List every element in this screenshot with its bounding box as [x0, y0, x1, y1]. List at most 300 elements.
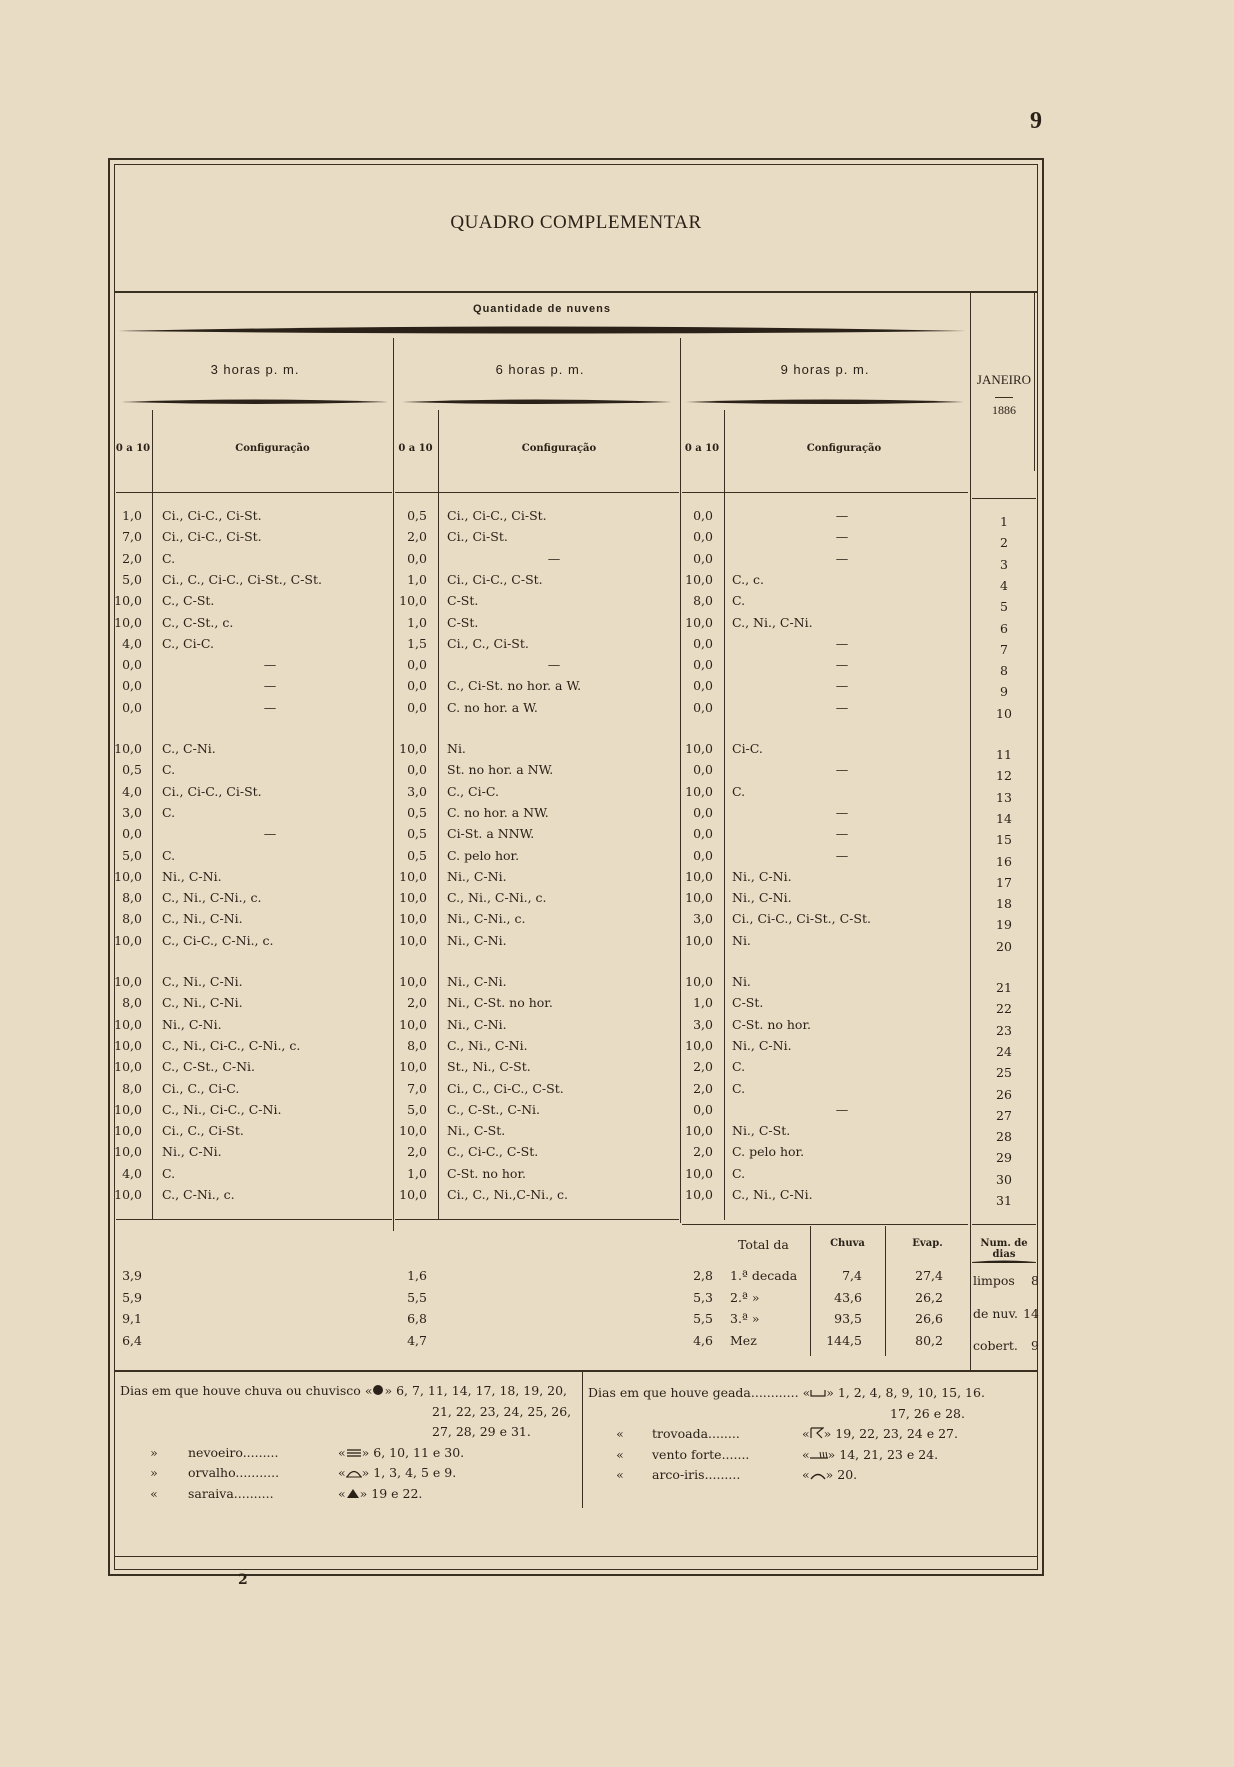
days-value-2: 9	[1031, 1338, 1039, 1353]
summary-top-rule-d	[972, 1224, 1036, 1225]
legend-days: » 19 e 22.	[359, 1486, 423, 1501]
row-30-ac: C.	[162, 1166, 176, 1181]
row-22-ac: C., Ni., C-Ni.	[162, 995, 243, 1010]
row-20-ac: C., Ci-C., C-Ni., c.	[162, 933, 274, 948]
row-20-c: 10,0	[685, 933, 713, 948]
row-13-b: 3,0	[407, 784, 427, 799]
row-2-b: 2,0	[407, 529, 427, 544]
row-3-c: 0,0	[693, 551, 713, 566]
row-31-bc: Ci., C., Ni.,C-Ni., c.	[447, 1187, 569, 1202]
row-15-b: 0,5	[407, 826, 427, 841]
row-22-a: 8,0	[122, 995, 142, 1010]
legend-days: » 20.	[825, 1467, 858, 1482]
summary-3-a: 6,4	[122, 1333, 142, 1348]
row-5-b: 10,0	[399, 593, 427, 608]
row-18-ac: C., Ni., C-Ni., c.	[162, 890, 262, 905]
row-18-b: 10,0	[399, 890, 427, 905]
row-28-b: 10,0	[399, 1123, 427, 1138]
legend-days: » 14, 21, 23 e 24.	[827, 1447, 939, 1462]
row-25-cc: C.	[732, 1059, 746, 1074]
row-27-ac: C., Ni., Ci-C., C-Ni.	[162, 1102, 282, 1117]
row-day-12: 12	[996, 768, 1012, 783]
row-31-a: 10,0	[114, 1187, 142, 1202]
summary-0-chuva: 7,4	[842, 1268, 862, 1283]
wind-icon	[810, 1448, 828, 1463]
row-30-cc: C.	[732, 1166, 746, 1181]
legend-cont: 17, 26 e 28.	[890, 1406, 965, 1421]
row-15-ac: —	[263, 826, 277, 841]
summary-top-rule-c	[682, 1224, 968, 1225]
row-10-ac: —	[263, 700, 277, 715]
legend-mark: «	[802, 1426, 810, 1441]
rain-icon	[372, 1384, 384, 1399]
row-day-25: 25	[996, 1065, 1012, 1080]
section-swash	[118, 322, 966, 340]
row-31-b: 10,0	[399, 1187, 427, 1202]
row-28-ac: Ci., C., Ci-St.	[162, 1123, 244, 1138]
row-6-ac: C., C-St., c.	[162, 615, 234, 630]
row-10-bc: C. no hor. a W.	[447, 700, 538, 715]
row-12-cc: —	[835, 762, 849, 777]
legend-cont: 27, 28, 29 e 31.	[432, 1424, 531, 1439]
section-title: Quantidade de nuvens	[473, 303, 611, 315]
legend-left-0	[120, 1383, 567, 1399]
legend-left-5	[120, 1486, 422, 1502]
row-4-a: 5,0	[122, 572, 142, 587]
row-19-b: 10,0	[399, 911, 427, 926]
row-5-a: 10,0	[114, 593, 142, 608]
row-20-bc: Ni., C-Ni.	[447, 933, 507, 948]
row-day-27: 27	[996, 1108, 1012, 1123]
row-21-bc: Ni., C-Ni.	[447, 974, 507, 989]
row-26-cc: C.	[732, 1081, 746, 1096]
row-25-bc: St., Ni., C-St.	[447, 1059, 531, 1074]
legend-right-3	[588, 1447, 938, 1463]
summary-1-label: 2.ª »	[730, 1290, 760, 1305]
row-5-ac: C., C-St.	[162, 593, 215, 608]
row-17-c: 10,0	[685, 869, 713, 884]
row-2-ac: Ci., Ci-C., Ci-St.	[162, 529, 262, 544]
legend-mark: «	[338, 1445, 346, 1460]
row-day-29: 29	[996, 1150, 1012, 1165]
row-17-ac: Ni., C-Ni.	[162, 869, 222, 884]
row-28-cc: Ni., C-St.	[732, 1123, 791, 1138]
title-bottom-rule	[114, 291, 1038, 293]
row-22-bc: Ni., C-St. no hor.	[447, 995, 553, 1010]
legend-mark: «	[802, 1467, 810, 1482]
row-27-c: 0,0	[693, 1102, 713, 1117]
month-label: JANEIRO	[976, 372, 1032, 387]
summary-1-chuva: 43,6	[834, 1290, 862, 1305]
row-day-8: 8	[1000, 663, 1008, 678]
summary-0-a: 3,9	[122, 1268, 142, 1283]
row-29-ac: Ni., C-Ni.	[162, 1144, 222, 1159]
row-9-bc: C., Ci-St. no hor. a W.	[447, 678, 582, 693]
row-day-22: 22	[996, 1001, 1012, 1016]
legend-name: vento forte.......	[652, 1447, 750, 1462]
row-31-cc: C., Ni., C-Ni.	[732, 1187, 813, 1202]
row-17-a: 10,0	[114, 869, 142, 884]
legend-days: » 1, 2, 4, 8, 9, 10, 15, 16.	[826, 1385, 985, 1400]
row-25-c: 2,0	[693, 1059, 713, 1074]
row-day-19: 19	[996, 917, 1012, 932]
summary-swash	[972, 1258, 1036, 1266]
fog-icon	[346, 1446, 362, 1461]
frame-bottom-rule	[114, 1556, 1038, 1557]
row-20-cc: Ni.	[732, 933, 751, 948]
row-15-bc: Ci-St. a NNW.	[447, 826, 535, 841]
row-6-c: 10,0	[685, 615, 713, 630]
row-5-bc: C-St.	[447, 593, 479, 608]
rainbow-icon	[810, 1468, 826, 1483]
row-13-ac: Ci., Ci-C., Ci-St.	[162, 784, 262, 799]
row-9-c: 0,0	[693, 678, 713, 693]
row-day-1: 1	[1000, 514, 1008, 529]
row-6-cc: C., Ni., C-Ni.	[732, 615, 813, 630]
row-19-bc: Ni., C-Ni., c.	[447, 911, 526, 926]
row-16-b: 0,5	[407, 848, 427, 863]
month-column-rule	[970, 291, 971, 1371]
summary-0-evap: 27,4	[915, 1268, 943, 1283]
row-14-cc: —	[835, 805, 849, 820]
row-16-ac: C.	[162, 848, 176, 863]
summary-header-total: Total da	[738, 1237, 789, 1252]
summary-3-c: 4,6	[693, 1333, 713, 1348]
row-14-bc: C. no hor. a NW.	[447, 805, 549, 820]
row-3-bc: —	[547, 551, 561, 566]
legend-mark: «	[338, 1465, 346, 1480]
row-day-10: 10	[996, 706, 1012, 721]
row-14-ac: C.	[162, 805, 176, 820]
row-10-a: 0,0	[122, 700, 142, 715]
row-1-bc: Ci., Ci-C., Ci-St.	[447, 508, 547, 523]
row-12-ac: C.	[162, 762, 176, 777]
group-9pm: 9 horas p. m.	[780, 362, 870, 377]
row-18-bc: C., Ni., C-Ni., c.	[447, 890, 547, 905]
col-scale-a: 0 a 10	[115, 443, 151, 454]
row-18-c: 10,0	[685, 890, 713, 905]
row-19-ac: C., Ni., C-Ni.	[162, 911, 243, 926]
row-12-a: 0,5	[122, 762, 142, 777]
row-19-cc: Ci., Ci-C., Ci-St., C-St.	[732, 911, 871, 926]
row-day-31: 31	[996, 1193, 1012, 1208]
row-19-a: 8,0	[122, 911, 142, 926]
row-11-c: 10,0	[685, 741, 713, 756]
row-day-3: 3	[1000, 557, 1008, 572]
legend-name: trovoada........	[652, 1426, 740, 1441]
row-16-bc: C. pelo hor.	[447, 848, 520, 863]
legend-prefix: «	[616, 1447, 624, 1462]
row-27-bc: C., C-St., C-Ni.	[447, 1102, 541, 1117]
row-16-cc: —	[835, 848, 849, 863]
subcol-rule-b	[438, 410, 439, 1220]
legend-prefix: «	[616, 1426, 624, 1441]
col-config-c: Configuração	[806, 443, 882, 454]
row-27-a: 10,0	[114, 1102, 142, 1117]
row-21-cc: Ni.	[732, 974, 751, 989]
row-17-cc: Ni., C-Ni.	[732, 869, 792, 884]
row-2-c: 0,0	[693, 529, 713, 544]
row-25-ac: C., C-St., C-Ni.	[162, 1059, 256, 1074]
row-11-a: 10,0	[114, 741, 142, 756]
row-28-bc: Ni., C-St.	[447, 1123, 506, 1138]
summary-1-evap: 26,2	[915, 1290, 943, 1305]
summary-3-chuva: 144,5	[826, 1333, 862, 1348]
row-20-a: 10,0	[114, 933, 142, 948]
row-13-bc: C., Ci-C.	[447, 784, 499, 799]
summary-header-chuva: Chuva	[830, 1238, 865, 1249]
row-day-28: 28	[996, 1129, 1012, 1144]
row-23-c: 3,0	[693, 1017, 713, 1032]
legend-right-4	[588, 1467, 857, 1483]
legend-left-2	[432, 1424, 531, 1439]
summary-2-evap: 26,6	[915, 1311, 943, 1326]
legend-prefix: »	[150, 1465, 158, 1480]
summary-0-c: 2,8	[693, 1268, 713, 1283]
summary-2-label: 3.ª »	[730, 1311, 760, 1326]
row-31-ac: C., C-Ni., c.	[162, 1187, 235, 1202]
row-23-b: 10,0	[399, 1017, 427, 1032]
summary-1-b: 5,5	[407, 1290, 427, 1305]
row-26-a: 8,0	[122, 1081, 142, 1096]
days-value-0: 8	[1031, 1273, 1039, 1288]
row-day-20: 20	[996, 939, 1012, 954]
summary-header-evap: Evap.	[912, 1238, 943, 1249]
row-26-b: 7,0	[407, 1081, 427, 1096]
row-6-b: 1,0	[407, 615, 427, 630]
legend-right-1	[890, 1406, 965, 1421]
row-21-a: 10,0	[114, 974, 142, 989]
thunder-icon	[810, 1427, 824, 1442]
legend-top-rule	[114, 1370, 1038, 1372]
legend-cont: 21, 22, 23, 24, 25, 26,	[432, 1404, 572, 1419]
row-1-ac: Ci., Ci-C., Ci-St.	[162, 508, 262, 523]
legend-name: nevoeiro.........	[188, 1445, 279, 1460]
summary-0-b: 1,6	[407, 1268, 427, 1283]
summary-3-label: Mez	[730, 1333, 757, 1348]
col-config-b: Configuração	[521, 443, 597, 454]
summary-2-chuva: 93,5	[834, 1311, 862, 1326]
row-23-ac: Ni., C-Ni.	[162, 1017, 222, 1032]
row-11-cc: Ci-C.	[732, 741, 763, 756]
row-4-bc: Ci., Ci-C., C-St.	[447, 572, 543, 587]
group-3pm: 3 horas p. m.	[210, 362, 300, 377]
summary-0-label: 1.ª decada	[730, 1268, 798, 1283]
row-8-bc: —	[547, 657, 561, 672]
subcol-rule-a	[152, 410, 153, 1220]
row-21-b: 10,0	[399, 974, 427, 989]
row-22-cc: C-St.	[732, 995, 764, 1010]
summary-3-evap: 80,2	[915, 1333, 943, 1348]
row-3-b: 0,0	[407, 551, 427, 566]
row-16-c: 0,0	[693, 848, 713, 863]
row-30-b: 1,0	[407, 1166, 427, 1181]
page-title: QUADRO COMPLEMENTAR	[450, 212, 702, 233]
row-1-c: 0,0	[693, 508, 713, 523]
legend-prefix: «	[150, 1486, 158, 1501]
summary-2-c: 5,5	[693, 1311, 713, 1326]
row-6-bc: C-St.	[447, 615, 479, 630]
row-day-4: 4	[1000, 578, 1008, 593]
legend-days: » 6, 10, 11 e 30.	[361, 1445, 465, 1460]
legend-right-0	[588, 1385, 985, 1401]
legend-mark: «	[338, 1486, 346, 1501]
summary-header-num-dias: Num. de dias	[980, 1238, 1028, 1260]
row-24-cc: Ni., C-Ni.	[732, 1038, 792, 1053]
row-17-bc: Ni., C-Ni.	[447, 869, 507, 884]
summary-1-a: 5,9	[122, 1290, 142, 1305]
header-bottom-rule-d	[972, 498, 1036, 499]
legend-divider	[582, 1372, 583, 1508]
row-25-b: 10,0	[399, 1059, 427, 1074]
row-15-cc: —	[835, 826, 849, 841]
row-24-bc: C., Ni., C-Ni.	[447, 1038, 528, 1053]
row-22-b: 2,0	[407, 995, 427, 1010]
row-31-c: 10,0	[685, 1187, 713, 1202]
row-14-b: 0,5	[407, 805, 427, 820]
row-day-30: 30	[996, 1172, 1012, 1187]
row-day-17: 17	[996, 875, 1012, 890]
header-bottom-rule-c	[682, 492, 968, 493]
row-28-c: 10,0	[685, 1123, 713, 1138]
summary-3-b: 4,7	[407, 1333, 427, 1348]
row-7-a: 4,0	[122, 636, 142, 651]
row-23-bc: Ni., C-Ni.	[447, 1017, 507, 1032]
row-2-cc: —	[835, 529, 849, 544]
row-day-21: 21	[996, 980, 1012, 995]
legend-name: arco-iris.........	[652, 1467, 741, 1482]
row-28-a: 10,0	[114, 1123, 142, 1138]
row-8-c: 0,0	[693, 657, 713, 672]
legend-days: » 1, 3, 4, 5 e 9.	[361, 1465, 457, 1480]
swash-3pm	[122, 396, 388, 408]
row-26-ac: Ci., C., Ci-C.	[162, 1081, 240, 1096]
row-23-a: 10,0	[114, 1017, 142, 1032]
legend-name: orvalho...........	[188, 1465, 280, 1480]
legend-mark: «	[802, 1385, 811, 1400]
col-scale-c: 0 a 10	[684, 443, 720, 454]
row-1-cc: —	[835, 508, 849, 523]
row-9-b: 0,0	[407, 678, 427, 693]
row-8-a: 0,0	[122, 657, 142, 672]
header-bottom-rule-b	[395, 492, 679, 493]
row-4-ac: Ci., C., Ci-C., Ci-St., C-St.	[162, 572, 322, 587]
row-day-14: 14	[996, 811, 1012, 826]
row-day-18: 18	[996, 896, 1012, 911]
row-3-cc: —	[835, 551, 849, 566]
row-15-c: 0,0	[693, 826, 713, 841]
row-24-b: 8,0	[407, 1038, 427, 1053]
row-day-6: 6	[1000, 621, 1008, 636]
row-7-c: 0,0	[693, 636, 713, 651]
summary-top-rule-a	[116, 1219, 392, 1220]
row-18-a: 8,0	[122, 890, 142, 905]
summary-2-b: 6,8	[407, 1311, 427, 1326]
row-8-b: 0,0	[407, 657, 427, 672]
row-5-cc: C.	[732, 593, 746, 608]
row-24-a: 10,0	[114, 1038, 142, 1053]
row-7-cc: —	[835, 636, 849, 651]
col-config-a: Configuração	[235, 443, 310, 454]
row-9-ac: —	[263, 678, 277, 693]
row-8-ac: —	[263, 657, 277, 672]
row-12-c: 0,0	[693, 762, 713, 777]
row-day-13: 13	[996, 790, 1012, 805]
row-3-ac: C.	[162, 551, 176, 566]
row-21-c: 10,0	[685, 974, 713, 989]
row-2-a: 7,0	[122, 529, 142, 544]
row-14-c: 0,0	[693, 805, 713, 820]
row-23-cc: C-St. no hor.	[732, 1017, 812, 1032]
row-26-bc: Ci., C., Ci-C., C-St.	[447, 1081, 564, 1096]
row-1-b: 0,5	[407, 508, 427, 523]
row-4-c: 10,0	[685, 572, 713, 587]
row-10-cc: —	[835, 700, 849, 715]
row-day-5: 5	[1000, 599, 1008, 614]
row-29-b: 2,0	[407, 1144, 427, 1159]
row-7-b: 1,5	[407, 636, 427, 651]
row-10-c: 0,0	[693, 700, 713, 715]
row-30-a: 4,0	[122, 1166, 142, 1181]
legend-prefix: Dias em que houve chuva ou chuvisco	[120, 1383, 361, 1398]
row-1-a: 1,0	[122, 508, 142, 523]
row-day-23: 23	[996, 1023, 1012, 1038]
row-22-c: 1,0	[693, 995, 713, 1010]
legend-mark: «	[802, 1447, 810, 1462]
legend-days: » 19, 22, 23, 24 e 27.	[823, 1426, 958, 1441]
row-26-c: 2,0	[693, 1081, 713, 1096]
col-scale-b: 0 a 10	[398, 443, 433, 454]
row-24-c: 10,0	[685, 1038, 713, 1053]
dew-icon	[346, 1466, 362, 1481]
row-21-ac: C., Ni., C-Ni.	[162, 974, 243, 989]
row-2-bc: Ci., Ci-St.	[447, 529, 508, 544]
subcol-rule-c	[724, 410, 725, 1220]
group-rule-1	[393, 338, 394, 1231]
legend-prefix: »	[150, 1445, 158, 1460]
legend-mark: «	[364, 1383, 373, 1398]
row-30-c: 10,0	[685, 1166, 713, 1181]
row-8-cc: —	[835, 657, 849, 672]
row-29-c: 2,0	[693, 1144, 713, 1159]
row-29-bc: C., Ci-C., C-St.	[447, 1144, 539, 1159]
row-day-7: 7	[1000, 642, 1008, 657]
legend-name: saraiva..........	[188, 1486, 274, 1501]
row-day-9: 9	[1000, 684, 1008, 699]
row-3-a: 2,0	[122, 551, 142, 566]
row-14-a: 3,0	[122, 805, 142, 820]
swash-6pm	[402, 396, 672, 408]
row-7-bc: Ci., C., Ci-St.	[447, 636, 529, 651]
row-7-ac: C., Ci-C.	[162, 636, 214, 651]
row-18-cc: Ni., C-Ni.	[732, 890, 792, 905]
row-11-ac: C., C-Ni.	[162, 741, 216, 756]
row-12-b: 0,0	[407, 762, 427, 777]
legend-prefix: «	[616, 1467, 624, 1482]
row-15-a: 0,0	[122, 826, 142, 841]
hail-icon	[346, 1487, 360, 1502]
row-12-bc: St. no hor. a NW.	[447, 762, 554, 777]
summary-2-a: 9,1	[122, 1311, 142, 1326]
row-27-cc: —	[835, 1102, 849, 1117]
row-29-cc: C. pelo hor.	[732, 1144, 805, 1159]
row-day-26: 26	[996, 1087, 1012, 1102]
legend-right-2	[588, 1426, 958, 1442]
row-day-11: 11	[996, 747, 1012, 762]
summary-top-rule-b	[395, 1219, 679, 1220]
days-label-2: cobert.	[973, 1338, 1018, 1353]
row-5-c: 8,0	[693, 593, 713, 608]
